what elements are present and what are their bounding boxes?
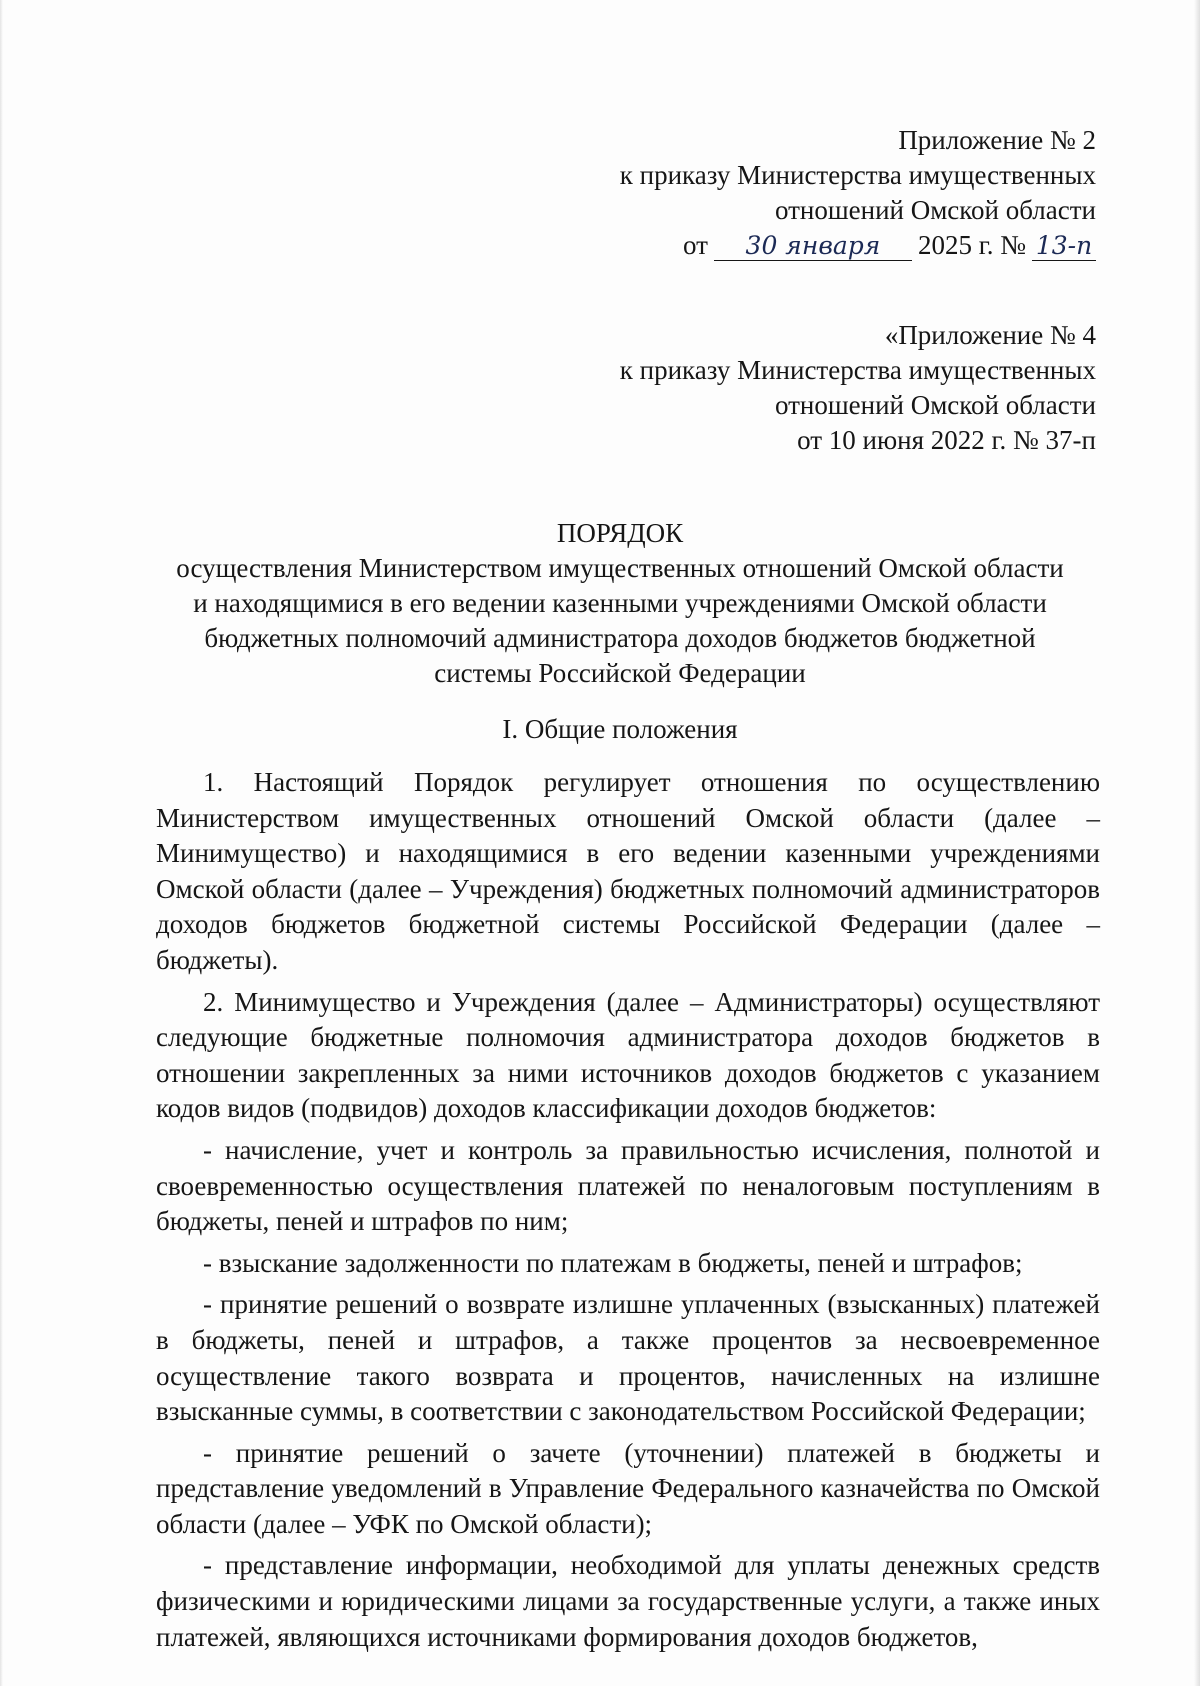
paragraph: 2. Минимущество и Учреждения (далее – Администраторы) осуществляют следующие бюджетные полномочия администратора доходов бюджетов в отношении закрепленных за ними источников доходов бюджетов с указанием кодов видов (подвидов) доходов классификации доходов бюджетов:	[156, 986, 1100, 1124]
appendix-header	[620, 318, 1096, 458]
document-title: ПОРЯДОК	[556, 518, 684, 548]
document-body	[156, 765, 1100, 1661]
subtitle-line: бюджетных полномочий администратора доходов бюджетов бюджетной	[204, 623, 1036, 653]
subtitle-line: системы Российской Федерации	[434, 658, 806, 688]
list-item: - принятие решений о возврате излишне уплаченных (взысканных) платежей в бюджеты, пеней и штрафов, а также процентов за несвоевременное осуществление такого возврата и процентов, начисленных на излишне взысканные суммы, в соответствии с законодательством Российской Федерации;	[156, 1289, 1100, 1427]
approval-line: отношений Омской области	[774, 195, 1096, 225]
paragraph: 1. Настоящий Порядок регулирует отношения по осуществлению Министерством имущественных отношений Омской области (далее – Минимущество) и находящимися в его ведении казенными учреждениями Омской области (далее – Учреждения) бюджетных полномочий администраторов доходов бюджетов бюджетной системы Российской Федерации (далее – бюджеты).	[156, 767, 1100, 975]
subtitle-line: осуществления Министерством имущественных отношений Омской области	[176, 553, 1064, 583]
approval-line: Приложение № 2	[898, 125, 1096, 155]
appendix-line: к приказу Министерства имущественных	[619, 355, 1096, 385]
appendix-line: «Приложение № 4	[884, 320, 1096, 350]
scan-edge-left	[0, 0, 3, 1686]
handwritten-number: 13-п	[1035, 231, 1093, 260]
appendix-line: отношений Омской области	[774, 390, 1096, 420]
handwritten-date: 30 января	[745, 231, 881, 260]
subtitle-line: и находящимися в его ведении казенными учреждениями Омской области	[193, 588, 1047, 618]
document-subtitle	[140, 551, 1100, 691]
appendix-line: от 10 июня 2022 г. № 37-п	[797, 425, 1096, 455]
list-item: - начисление, учет и контроль за правильностью исчисления, полнотой и своевременностью осуществления платежей по неналоговым поступлениям в бюджеты, пеней и штрафов по ним;	[156, 1134, 1100, 1237]
section-heading: I. Общие положения	[502, 714, 738, 744]
list-item: - принятие решений о зачете (уточнении) платежей в бюджеты и представление уведомлений в Управление Федерального казначейства по Омской области (далее – УФК по Омской области);	[156, 1437, 1100, 1539]
approval-date-line	[620, 228, 1096, 263]
date-year: 2025 г. №	[917, 230, 1026, 260]
list-item: - представление информации, необходимой для уплаты денежных средств физическими и юридическими лицами за государственные услуги, а также иных платежей, являющихся источниками формирования доходов бюджетов,	[156, 1550, 1100, 1652]
approval-line: к приказу Министерства имущественных	[619, 160, 1096, 190]
date-prefix: от	[683, 230, 708, 260]
list-item: - взыскание задолженности по платежам в бюджеты, пеней и штрафов;	[203, 1247, 1023, 1278]
handwritten-date-field	[714, 231, 912, 261]
scan-edge-right	[1194, 0, 1200, 1686]
approval-header	[620, 123, 1096, 263]
handwritten-number-field	[1032, 231, 1096, 261]
